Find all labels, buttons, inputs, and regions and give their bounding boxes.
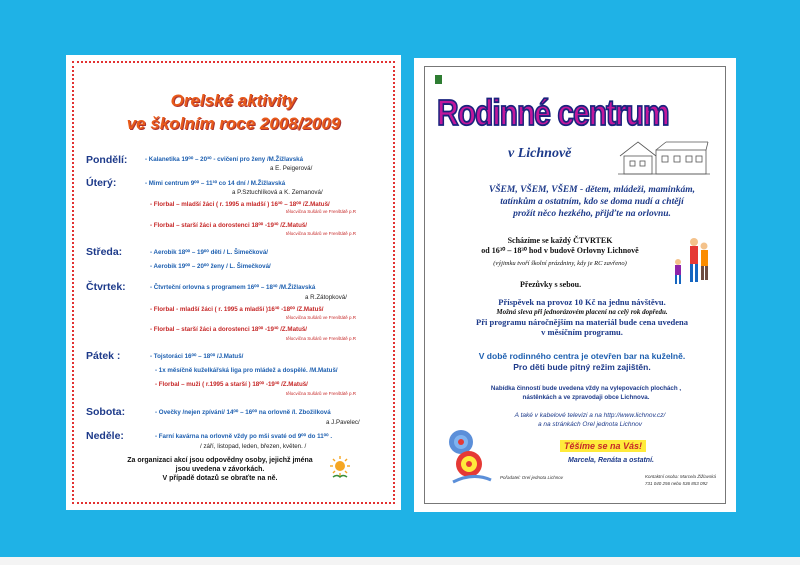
footer-line-1: Za organizaci akcí jsou odpovědny osoby, jejichž jména (127, 457, 313, 464)
bar-info (447, 351, 717, 373)
act-friday-1: - Tojstoráci 16⁰⁰ – 18⁰⁰ /J.Matuš/ (150, 353, 244, 360)
intro-line-2: tatínkům a ostatním, kdo se doma nudí a chtějí (500, 197, 684, 207)
fee-line-4: v měsíčním programu. (541, 327, 623, 337)
meeting-info (440, 236, 680, 269)
act-tuesday-1: - Mimi centrum 9⁰⁰ – 11³⁰ co 14 dní / M.Žižlavská (145, 180, 286, 187)
meet-line-1: Scházíme se každý ČTVRTEK (507, 236, 613, 245)
title-line-2: ve školním roce 2008/2009 (126, 114, 341, 133)
act-saturday-1: - Ovečky /nejen zpívání/ 14⁰⁰ – 16⁰⁰ na orlovně /I. Zbožilková (155, 409, 331, 416)
bar-line-2: Pro děti bude pitný režim zajištěn. (513, 362, 651, 372)
act-friday-3: - Florbal – muži ( r.1995 a starší ) 18⁰⁰ -19³⁰ /Z.Matuš/ (155, 381, 308, 388)
day-thursday: Čtvrtek: (86, 281, 126, 293)
act-friday-2: - 1x měsíčně kuželkářská liga pro mládež a dospělé. /M.Matuš/ (155, 367, 338, 374)
act-thursday-3: - Florbal – starší žáci a dorostenci 18⁰⁰ -19³⁰ /Z.Matuš/ (150, 326, 308, 333)
act-thursday-1: - Čtvrteční orlovna s programem 16⁰⁰ – 18³⁰ /M.Žižlavská (150, 284, 316, 291)
intro-line-1: VŠEM, VŠEM, VŠEM - dětem, mládeži, maminkám, (488, 185, 696, 195)
note-friday-3: tělocvična Sušárů ve Frenštátě p.R (286, 391, 357, 396)
bar-line-1: V době rodinného centra je otevřen bar na kuželně. (478, 351, 686, 361)
tv-line-2: a na stránkách Orel jednota Lichnov (537, 421, 643, 428)
ball-icon (443, 424, 493, 486)
house-icon (618, 136, 710, 178)
day-friday: Pátek : (86, 350, 121, 362)
family-center-title: Rodinné centrum (437, 94, 669, 134)
footer-line-3: V případě dotazů se obraťte na ně. (162, 475, 278, 482)
act-wednesday-1: - Aerobik 18⁰⁰ – 19⁰⁰ děti / L. Šimečková/ (150, 249, 269, 256)
intro-text (457, 184, 727, 220)
logo-icon (435, 75, 442, 84)
family-icon (664, 234, 714, 294)
act-sunday-1b: / září, listopad, leden, březen, květen. / (200, 443, 307, 450)
contact-text: Kontaktní osoba: Marcela Žižlavská (645, 474, 717, 479)
act-tuesday-1b: a P.Sztuchlíková a K. Zemanová/ (232, 189, 323, 196)
fee-line-2: Možná sleva při jednorázovém placení na celý rok dopředu. (496, 308, 668, 316)
offer-line-1: Nabídka činností bude uvedena vždy na vylepovacích plochách , (490, 385, 682, 392)
signature-text: Marcela, Renáta a ostatní. (568, 457, 654, 464)
act-monday-1: - Kalanetika 19⁰⁰ – 20³⁰ - cvičení pro ženy /M.Žižlavská (145, 156, 304, 163)
fee-line-3: Při programu náročnějším na materiál bude cena uvedena (476, 317, 688, 327)
intro-line-3: prožít něco hezkého, přijďte na orlovnu. (513, 209, 671, 219)
day-wednesday: Středa: (86, 246, 123, 258)
act-thursday-1b: a R.Zátopková/ (305, 294, 347, 301)
contact-phone: 731 040 256 nebo 536 853 092 (645, 481, 708, 486)
day-tuesday: Úterý: (86, 177, 117, 189)
act-wednesday-2: - Aerobik 19⁰⁰ – 20⁰⁰ ženy / L. Šimečková/ (150, 263, 271, 270)
meet-line-3: (výjimku tvoří školní prázdniny, kdy je RC zavřeno) (493, 260, 627, 267)
poster-title (66, 89, 401, 135)
act-monday-1b: a E. Peigerová/ (270, 165, 313, 172)
tv-line-1[interactable]: A také v kabelové televizi a na http://www.lichnov.cz/ (514, 412, 666, 419)
act-tuesday-2: - Florbal – mladší žáci ( r. 1995 a mladší ) 16³⁰ – 18⁰⁰ /Z.Matuš/ (150, 201, 330, 208)
meet-line-2: od 16³⁰ – 18³⁰ hod v budově Orlovny Lichnově (481, 246, 639, 255)
footer-line-2: jsou uvedena v závorkách. (175, 466, 265, 473)
offer-info (456, 384, 716, 402)
note-tuesday-3: tělocvična Sušárů ve Frenštátě p.R (286, 231, 357, 236)
act-saturday-1b: a J.Pavelec/ (326, 419, 360, 426)
left-footer (110, 456, 330, 483)
shoes-note: Přezůvky s sebou. (520, 280, 582, 289)
offer-line-2: nástěnkách a ve zpravodaji obce Lichnova. (522, 394, 650, 401)
welcome-banner: Těšíme se na Vás! (560, 440, 646, 452)
subtitle: v Lichnově (508, 146, 572, 161)
title-line-1: Orelské aktivity (170, 91, 297, 110)
act-sunday-1: - Farní kavárna na orlovně vždy po mši svaté od 9⁰⁰ do 11⁰⁰ . (155, 433, 333, 440)
fee-info (437, 297, 727, 337)
note-thursday-2: tělocvična Sušárů ve Frenštátě p.R (286, 315, 357, 320)
fee-line-1: Příspěvek na provoz 10 Kč na jednu návštěvu. (498, 297, 666, 307)
tv-info (470, 411, 710, 429)
note-tuesday-2: tělocvična Sušárů ve Frenštátě p.R (286, 209, 357, 214)
day-monday: Pondělí: (86, 154, 128, 166)
day-sunday: Neděle: (86, 430, 124, 442)
organizer-text: Pořadatel: Orel jednota Lichnov (500, 475, 564, 480)
note-thursday-3: tělocvična Sušárů ve Frenštátě p.R (286, 336, 357, 341)
act-thursday-2: - Florbal - mladší žáci ( r. 1995 a mladší )16³⁰ -18⁰⁰ /Z.Matuš/ (150, 306, 324, 313)
act-tuesday-3: - Florbal – starší žáci a dorostenci 18⁰⁰ -19³⁰ /Z.Matuš/ (150, 222, 308, 229)
day-saturday: Sobota: (86, 406, 126, 418)
sun-icon (328, 455, 352, 479)
